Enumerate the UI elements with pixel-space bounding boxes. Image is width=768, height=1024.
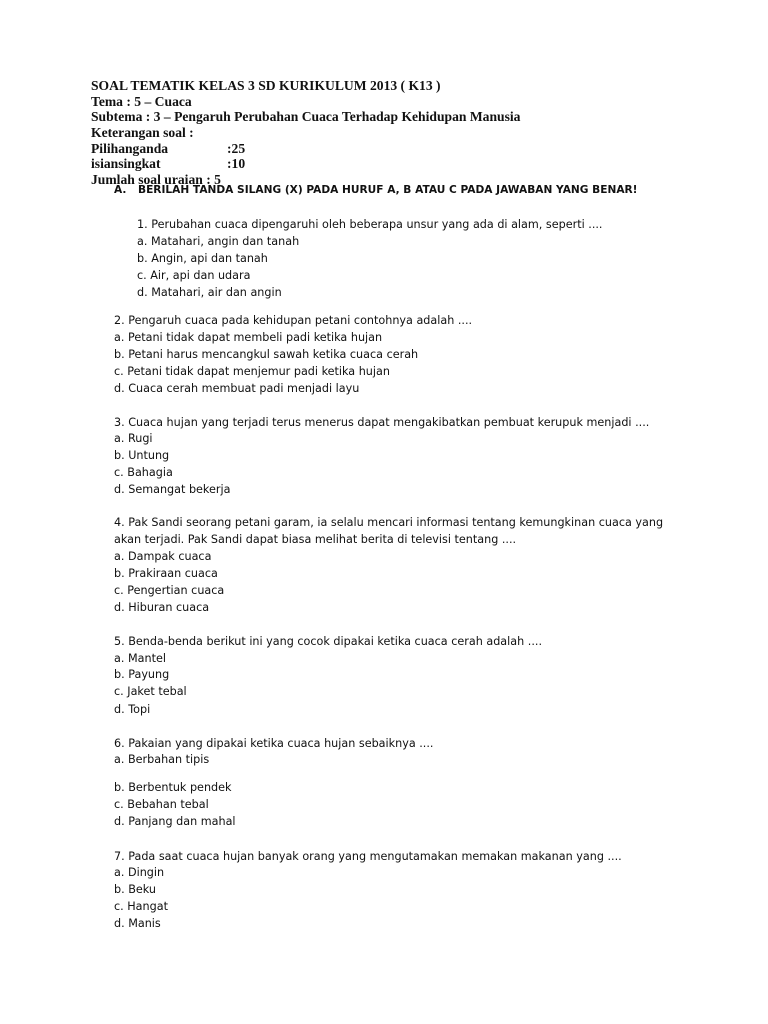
question-7-option-d: d. Manis — [114, 917, 161, 930]
question-5-option-a: a. Mantel — [114, 652, 166, 665]
question-3-text: 3. Cuaca hujan yang terjadi terus menerus dapat mengakibatkan pembuat kerupuk menjadi .... — [114, 416, 650, 429]
question-7-text: 7. Pada saat cuaca hujan banyak orang yang mengutamakan memakan makanan yang .... — [114, 850, 622, 863]
uraian-value: : 5 — [202, 172, 221, 188]
question-1-option-c: c. Air, api dan udara — [137, 269, 251, 282]
uraian-label: Jumlah soal uraian — [91, 172, 203, 188]
isian-singkat-label: isiansingkat — [91, 156, 161, 172]
isian-singkat-line — [91, 156, 520, 172]
question-2-option-b: b. Petani harus mencangkul sawah ketika cuaca cerah — [114, 348, 419, 361]
question-6-option-c: c. Bebahan tebal — [114, 798, 209, 811]
question-7-option-a: a. Dingin — [114, 866, 165, 879]
question-4-text-continued: akan terjadi. Pak Sandi dapat biasa melihat berita di televisi tentang .... — [114, 533, 517, 546]
document-title: SOAL TEMATIK KELAS 3 SD KURIKULUM 2013 ( K13 ) — [91, 78, 441, 93]
section-letter: A. — [114, 184, 127, 196]
question-4-option-d: d. Hiburan cuaca — [114, 601, 210, 614]
question-1-option-b: b. Angin, api dan tanah — [137, 252, 268, 265]
question-4-option-b: b. Prakiraan cuaca — [114, 567, 218, 580]
question-2-option-c: c. Petani tidak dapat menjemur padi ketika hujan — [114, 365, 390, 378]
pilihan-ganda-line — [91, 141, 520, 157]
question-2-text: 2. Pengaruh cuaca pada kehidupan petani contohnya adalah .... — [114, 314, 473, 327]
section-instruction — [114, 184, 638, 196]
pilihan-ganda-label: Pilihanganda — [91, 140, 169, 156]
question-4-option-a: a. Dampak cuaca — [114, 550, 212, 563]
question-5-option-c: c. Jaket tebal — [114, 685, 187, 698]
question-5-text: 5. Benda-benda berikut ini yang cocok dipakai ketika cuaca cerah adalah .... — [114, 635, 542, 648]
question-1-option-a: a. Matahari, angin dan tanah — [137, 235, 300, 248]
question-1-option-d: d. Matahari, air dan angin — [137, 286, 282, 299]
question-6-text: 6. Pakaian yang dipakai ketika cuaca hujan sebaiknya .... — [114, 737, 434, 750]
pilihan-ganda-value: :25 — [227, 140, 246, 156]
question-3-option-d: d. Semangat bekerja — [114, 483, 231, 496]
question-2-option-d: d. Cuaca cerah membuat padi menjadi layu — [114, 382, 360, 395]
subtema-line: Subtema : 3 – Pengaruh Perubahan Cuaca Terhadap Kehidupan Manusia — [91, 109, 521, 125]
question-4-text: 4. Pak Sandi seorang petani garam, ia selalu mencari informasi tentang kemungkinan cuaca yang — [114, 516, 664, 529]
question-3-option-b: b. Untung — [114, 449, 170, 462]
instruction-text: BERILAH TANDA SILANG (X) PADA HURUF A, B ATAU C PADA JAWABAN YANG BENAR! — [138, 184, 638, 196]
isian-singkat-value: :10 — [227, 156, 246, 172]
question-2-option-a: a. Petani tidak dapat membeli padi ketika hujan — [114, 331, 383, 344]
question-6-option-a: a. Berbahan tipis — [114, 753, 210, 766]
tema-line: Tema : 5 – Cuaca — [91, 93, 192, 109]
question-7-option-c: c. Hangat — [114, 900, 168, 913]
question-5-option-d: d. Topi — [114, 703, 151, 716]
question-6-option-b: b. Berbentuk pendek — [114, 781, 232, 794]
question-7-option-b: b. Beku — [114, 883, 156, 896]
keterangan-line: Keterangan soal : — [91, 125, 194, 141]
question-5-option-b: b. Payung — [114, 668, 170, 681]
question-3-option-c: c. Bahagia — [114, 466, 173, 479]
question-1-text: 1. Perubahan cuaca dipengaruhi oleh beberapa unsur yang ada di alam, seperti .... — [137, 218, 603, 231]
question-4-option-c: c. Pengertian cuaca — [114, 584, 225, 597]
question-3-option-a: a. Rugi — [114, 432, 153, 445]
question-6-option-d: d. Panjang dan mahal — [114, 815, 236, 828]
document-header — [91, 78, 520, 188]
